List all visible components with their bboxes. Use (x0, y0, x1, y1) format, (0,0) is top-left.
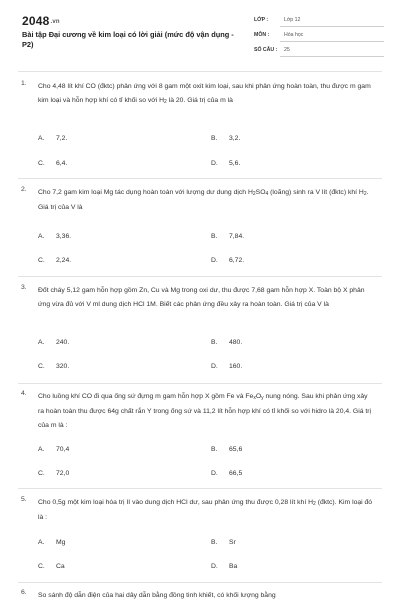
meta-underline (280, 56, 384, 57)
option-d[interactable]: D. 5,6. (211, 160, 241, 167)
logo-text: 2048 (22, 14, 50, 28)
option-c[interactable]: C. 2,24. (38, 257, 72, 264)
option-a[interactable]: A. 240. (38, 339, 70, 346)
option-b[interactable]: B. Sr (211, 539, 236, 546)
option-d[interactable]: D. 66,5 (211, 470, 243, 477)
document-meta (254, 16, 384, 61)
option-d[interactable]: D. Ba (211, 563, 238, 570)
option-a[interactable]: A. Mg (38, 539, 66, 546)
meta-value: 25 (284, 47, 290, 53)
meta-key: MÔN : (254, 32, 270, 38)
divider (18, 383, 382, 384)
question-number: 3. (21, 284, 27, 291)
question-number: 2. (21, 186, 27, 193)
question-number: 5. (21, 496, 27, 503)
option-c[interactable]: C. 6,4. (38, 160, 68, 167)
meta-underline (280, 26, 384, 27)
meta-value: Hóa học (284, 32, 304, 38)
question-text: Cho 7,2 gam kim loại Mg tác dụng hoàn toàn với lượng dư dung dịch $H_2SO_4$ (loãng) sinh ra V lít (đktc) khí $H_2$. Giá trị của V là (38, 189, 369, 212)
question-text: Cho 0,5g một kim loại hóa trị II vào dung dịch HCl dư, sau phản ứng thu được 0,28 lít khí $H_2$ (đktc). Kim loại đó là : (38, 499, 373, 522)
question-number: 1. (21, 80, 27, 87)
divider (18, 582, 382, 583)
document-header (0, 0, 400, 64)
option-b[interactable]: B. 65,6 (211, 446, 243, 453)
option-c[interactable]: C. 72,0 (38, 470, 70, 477)
meta-value: Lớp 12 (284, 17, 301, 23)
question-text: Đốt cháy 5,12 gam hỗn hợp gồm Zn, Cu và Mg trong oxi dư, thu được 7,68 gam hỗn hợp X. Toàn bộ X phản ứng vừa đủ với V ml dung dịch HCl 1M. Biết các phản ứng đều xảy ra hoàn toàn. Giá trị của V là (38, 287, 365, 309)
option-b[interactable]: B. 3,2. (211, 135, 241, 142)
option-a[interactable]: A. 3,36. (38, 233, 72, 240)
option-b[interactable]: B. 480. (211, 339, 243, 346)
option-c[interactable]: C. 320. (38, 363, 70, 370)
meta-row-count (254, 46, 384, 59)
logo-suffix: .vn (50, 19, 60, 25)
option-d[interactable]: D. 6,72. (211, 257, 245, 264)
question-number: 4. (21, 390, 27, 397)
question-text: Cho luồng khí CO đi qua ống sứ đựng m gam hỗn hợp X gồm Fe và $Fe_xO_y$ nung nóng. Sau khi phản ứng xảy ra hoàn toàn thu được 64g chất rắn Y trong ống sứ và 11,2 lít hỗn hợp khí có tỉ khối so với hidro là 20,4. Giá trị của m là : (38, 393, 372, 430)
meta-key: SỐ CÂU : (254, 47, 278, 53)
meta-row-class (254, 16, 384, 29)
divider (18, 71, 382, 72)
divider (18, 276, 382, 277)
question-text: So sánh độ dẫn điện của hai dây dẫn bằng đồng tinh khiết, có khối lượng bằng (38, 592, 276, 599)
option-b[interactable]: B. 7,84. (211, 233, 245, 240)
divider (18, 488, 382, 489)
option-d[interactable]: D. 160. (211, 363, 243, 370)
option-c[interactable]: C. Ca (38, 563, 65, 570)
site-logo[interactable] (22, 14, 60, 28)
meta-underline (280, 41, 384, 42)
divider (18, 178, 382, 179)
question-text: Cho 4,48 lít khí CO (đktc) phản ứng với 8 gam một oxit kim loại, sau khi phản ứng hoàn toàn, thu được m gam kim loại và hỗn hợp khí có tỉ khối so với $H_2$ là 20. Giá trị của m là (38, 83, 371, 106)
option-a[interactable]: A. 7,2. (38, 135, 68, 142)
document-title: Bài tập Đại cương về kim loại có lời giải (mức độ vận dụng - P2) (22, 30, 234, 49)
meta-key: LỚP : (254, 17, 269, 23)
option-a[interactable]: A. 70,4 (38, 446, 70, 453)
question-number: 6. (21, 589, 27, 596)
meta-row-subject (254, 31, 384, 44)
